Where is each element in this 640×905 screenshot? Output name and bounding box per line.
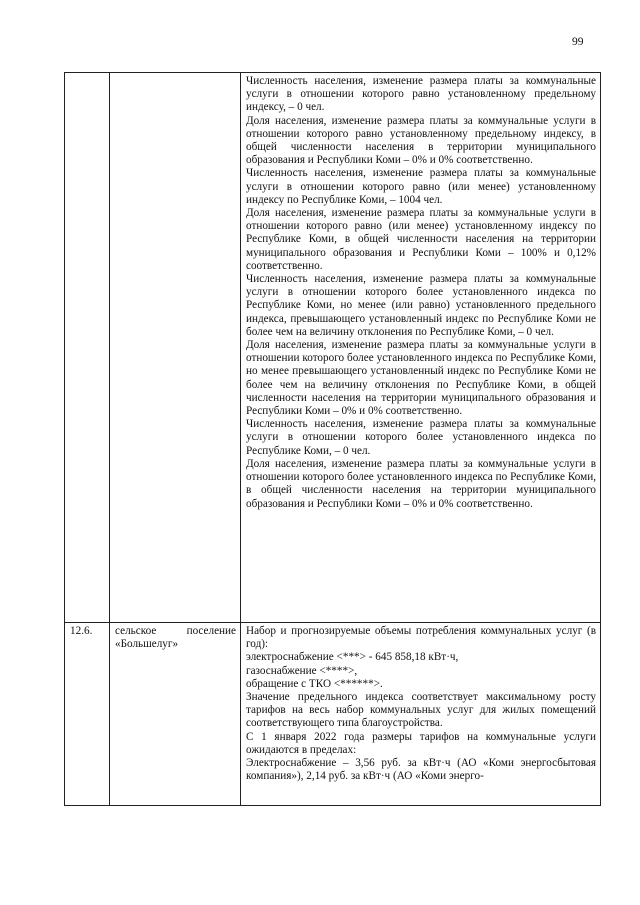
settlement-cell [110,73,241,623]
paragraph: Численность населения, изменение размера платы за коммунальные услуги в отношении которого более установленного индекса по Республике Коми, но менее (или равно) установленного предельного индекса, превышающего установленный индекс по Республике Коми не более чем на величину отклонения по Республике Коми, – 0 чел. [246,273,596,338]
description-cell [241,73,601,623]
paragraph: Численность населения, изменение размера платы за коммунальные услуги в отношении которого равно установленному предельному индексу, – 0 чел. [246,75,596,114]
paragraph: обращение с ТКО <******>. [246,677,383,690]
indicators-table [64,72,601,806]
paragraph: газоснабжение <****>, [246,664,358,677]
paragraph: электроснабжение <***> - 645 858,18 кВт·ч, [246,651,459,664]
description-cell [241,623,601,806]
paragraph: Электроснабжение – 3,56 руб. за кВт·ч (АО «Коми энергосбытовая компания»), 2,14 руб. за кВт·ч (АО «Коми энерго- [246,757,596,783]
table-row [65,623,601,806]
paragraph: Доля населения, изменение размера платы за коммунальные услуги в отношении которого более установленного индекса по Республике Коми, но менее превышающего установленный индекс по Республике Коми не более чем на величину отклонения по Республике Коми, в общей численности населения на территории муниципального образования и Республики Коми – 0% и 0% соответственно. [246,339,596,418]
page-number: 99 [572,36,584,48]
row-number-cell [65,73,110,623]
paragraph: Численность населения, изменение размера платы за коммунальные услуги в отношении которого равно (или менее) установленному индексу по Республике Коми, – 1004 чел. [246,167,596,206]
paragraph: Доля населения, изменение размера платы за коммунальные услуги в отношении которого более установленного индекса по Республике Коми, в общей численности населения на территории муниципального образования и Республики Коми – 0% и 0% соответственно. [246,457,596,510]
row-number-cell: 12.6. [65,623,110,806]
settlement-cell: сельское поселение «Большелуг» [110,623,241,806]
paragraph: Набор и прогнозируемые объемы потребления коммунальных услуг (в год): [246,625,596,651]
paragraph: С 1 января 2022 года размеры тарифов на коммунальные услуги ожидаются в пределах: [246,730,596,756]
paragraph: Значение предельного индекса соответствует максимальному росту тарифов на весь набор коммунальных услуг для жилых помещений соответствующего типа благоустройства. [246,691,596,730]
paragraph: Доля населения, изменение размера платы за коммунальные услуги в отношении которого равно (или менее) установленному индексу по Республике Коми, в общей численности населения на территории муниципального образования и Республики Коми – 100% и 0,12% соответственно. [246,207,596,272]
paragraph: Доля населения, изменение размера платы за коммунальные услуги в отношении которого равно установленному предельному индексу, в общей численности населения в территории муниципального образования и Республики Коми – 0% и 0% соответственно. [246,114,596,167]
table-row [65,73,601,623]
paragraph: Численность населения, изменение размера платы за коммунальные услуги в отношении которого более установленного индекса по Республике Коми, – 0 чел. [246,418,596,457]
